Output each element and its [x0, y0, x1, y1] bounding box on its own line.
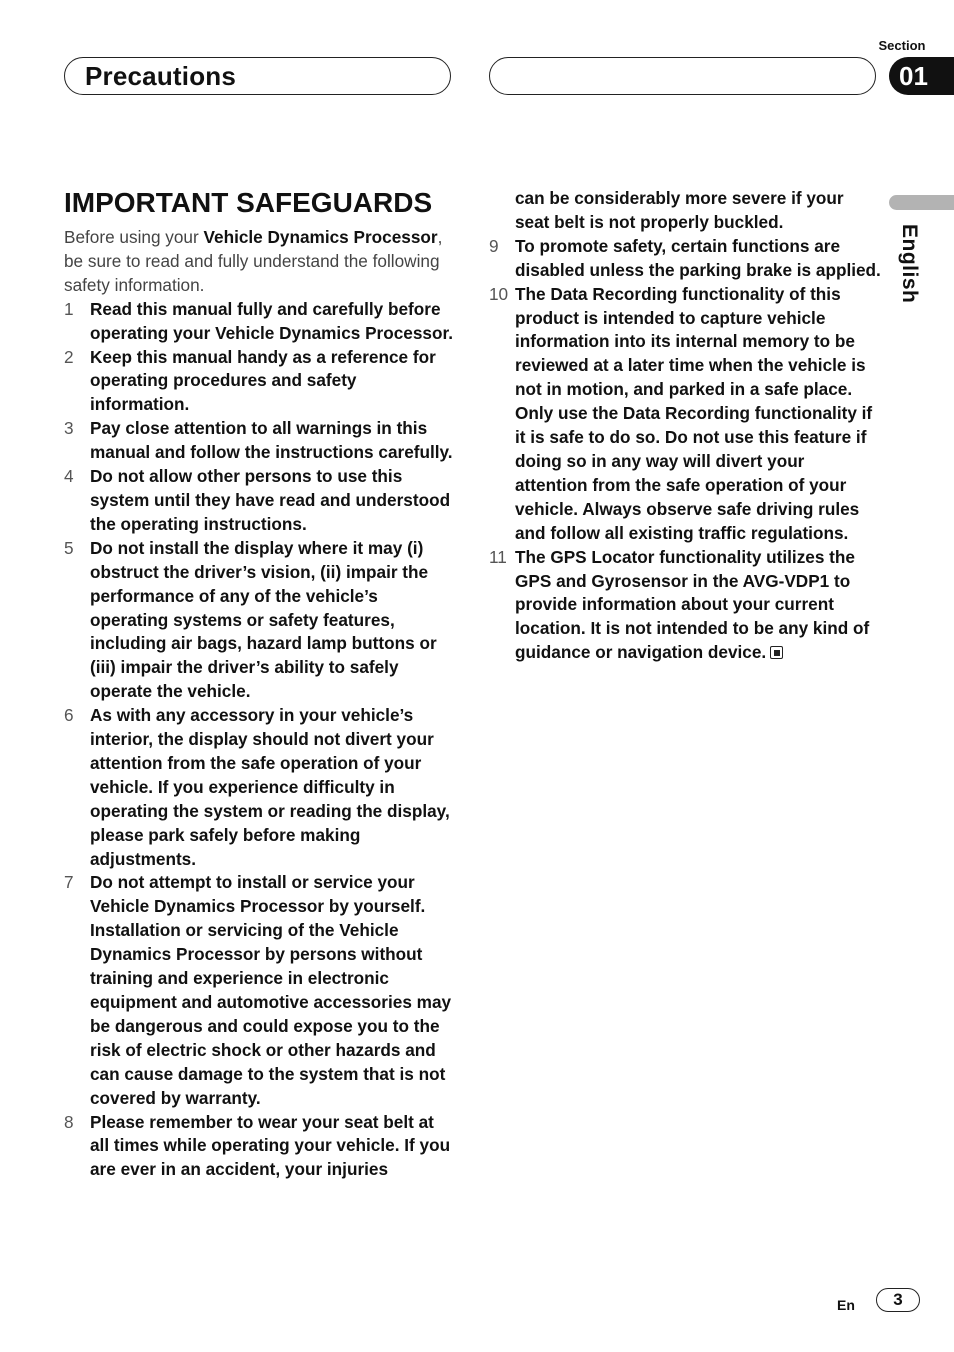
item-number: 4	[64, 466, 74, 487]
item-text: Do not install the display where it may (i) obstruct the driver’s vision, (ii) impair the performance of any of the vehicle’s operating systems or safety features, including air bags, hazard lamp buttons or (iii) impair the driver’s ability to safely operate the vehicle.	[90, 537, 437, 702]
intro-suffix: , be sure to read and fully understand the following safety information.	[64, 227, 443, 295]
list-item	[64, 298, 456, 346]
item-number: 8	[64, 1111, 74, 1132]
item-number: 10	[489, 283, 509, 304]
item-number: 5	[64, 537, 74, 558]
footer-language-code: En	[837, 1297, 855, 1313]
end-of-section-icon	[770, 646, 783, 659]
item-number: 11	[489, 546, 507, 567]
left-column	[64, 183, 456, 1182]
list-item	[64, 1111, 456, 1183]
item-number: 6	[64, 705, 74, 726]
item-text: Do not attempt to install or service your Vehicle Dynamics Processor by yourself. Installation or servicing of the Vehicle Dynamics Processor by persons without training and experience in electronic equipment and automotive accessories may be dangerous and could expose you to the risk of electric shock or other hazards and can cause damage to the system that is not covered by warranty.	[90, 872, 452, 1108]
item-number: 7	[64, 872, 74, 893]
item-text: The Data Recording functionality of this product is intended to capture vehicle information into its internal memory to be reviewed at a later time when the vehicle is not in motion, and parked in a safe place. Only use the Data Recording functionality if it is safe to do so. Do not use this feature if doing so in any way will divert your attention from the safe operation of your vehicle. Always observe safe driving rules and follow all existing traffic regulations.	[515, 283, 873, 543]
right-column	[489, 187, 881, 665]
list-item	[64, 346, 456, 418]
item-number: 2	[64, 346, 74, 367]
item-number: 9	[489, 235, 499, 256]
header-blank-frame	[489, 57, 876, 95]
item-text: Read this manual fully and carefully before operating your Vehicle Dynamics Processor.	[90, 298, 453, 343]
list-item	[489, 546, 881, 666]
intro-paragraph	[64, 226, 456, 298]
item-text: Pay close attention to all warnings in this manual and follow the instructions carefully.	[90, 418, 453, 463]
list-item	[64, 704, 456, 871]
item-text: To promote safety, certain functions are disabled unless the parking brake is applied.	[515, 235, 881, 280]
list-item	[64, 417, 456, 465]
item-number: 3	[64, 418, 74, 439]
item-text: Do not allow other persons to use this system until they have read and understood the operating instructions.	[90, 466, 451, 534]
header-title-frame	[64, 57, 451, 95]
intro-prefix: Before using your	[64, 227, 204, 247]
item-text: Keep this manual handy as a reference for operating procedures and safety information.	[90, 346, 436, 415]
item-text: As with any accessory in your vehicle’s interior, the display should not divert your attention from the safe operation of your vehicle. If you experience difficulty in operating the system or reading the display, please park safely before making adjustments.	[90, 705, 450, 869]
section-number-badge: 01	[889, 57, 954, 95]
list-item	[64, 537, 456, 704]
page-heading: IMPORTANT SAFEGUARDS	[64, 187, 433, 218]
list-item	[64, 465, 456, 537]
item-number: 1	[64, 298, 74, 319]
language-label: English	[898, 224, 921, 304]
list-item	[489, 235, 881, 283]
language-tab	[889, 195, 954, 210]
item-text: Please remember to wear your seat belt at all times while operating your vehicle. If you are ever in an accident, your injuries	[90, 1111, 451, 1180]
list-item	[64, 871, 456, 1110]
page-number: 3	[876, 1288, 920, 1312]
item-8-continued: can be considerably more severe if your seat belt is not properly buckled.	[515, 188, 844, 232]
intro-product: Vehicle Dynamics Processor	[203, 227, 438, 247]
section-label: Section	[878, 38, 926, 53]
list-item	[489, 283, 881, 546]
header-title: Precautions	[85, 61, 237, 91]
item-text: The GPS Locator functionality utilizes the GPS and Gyrosensor in the AVG-VDP1 to provide information about your current location. It is not intended to be any kind of guidance or navigation device.	[515, 546, 870, 663]
